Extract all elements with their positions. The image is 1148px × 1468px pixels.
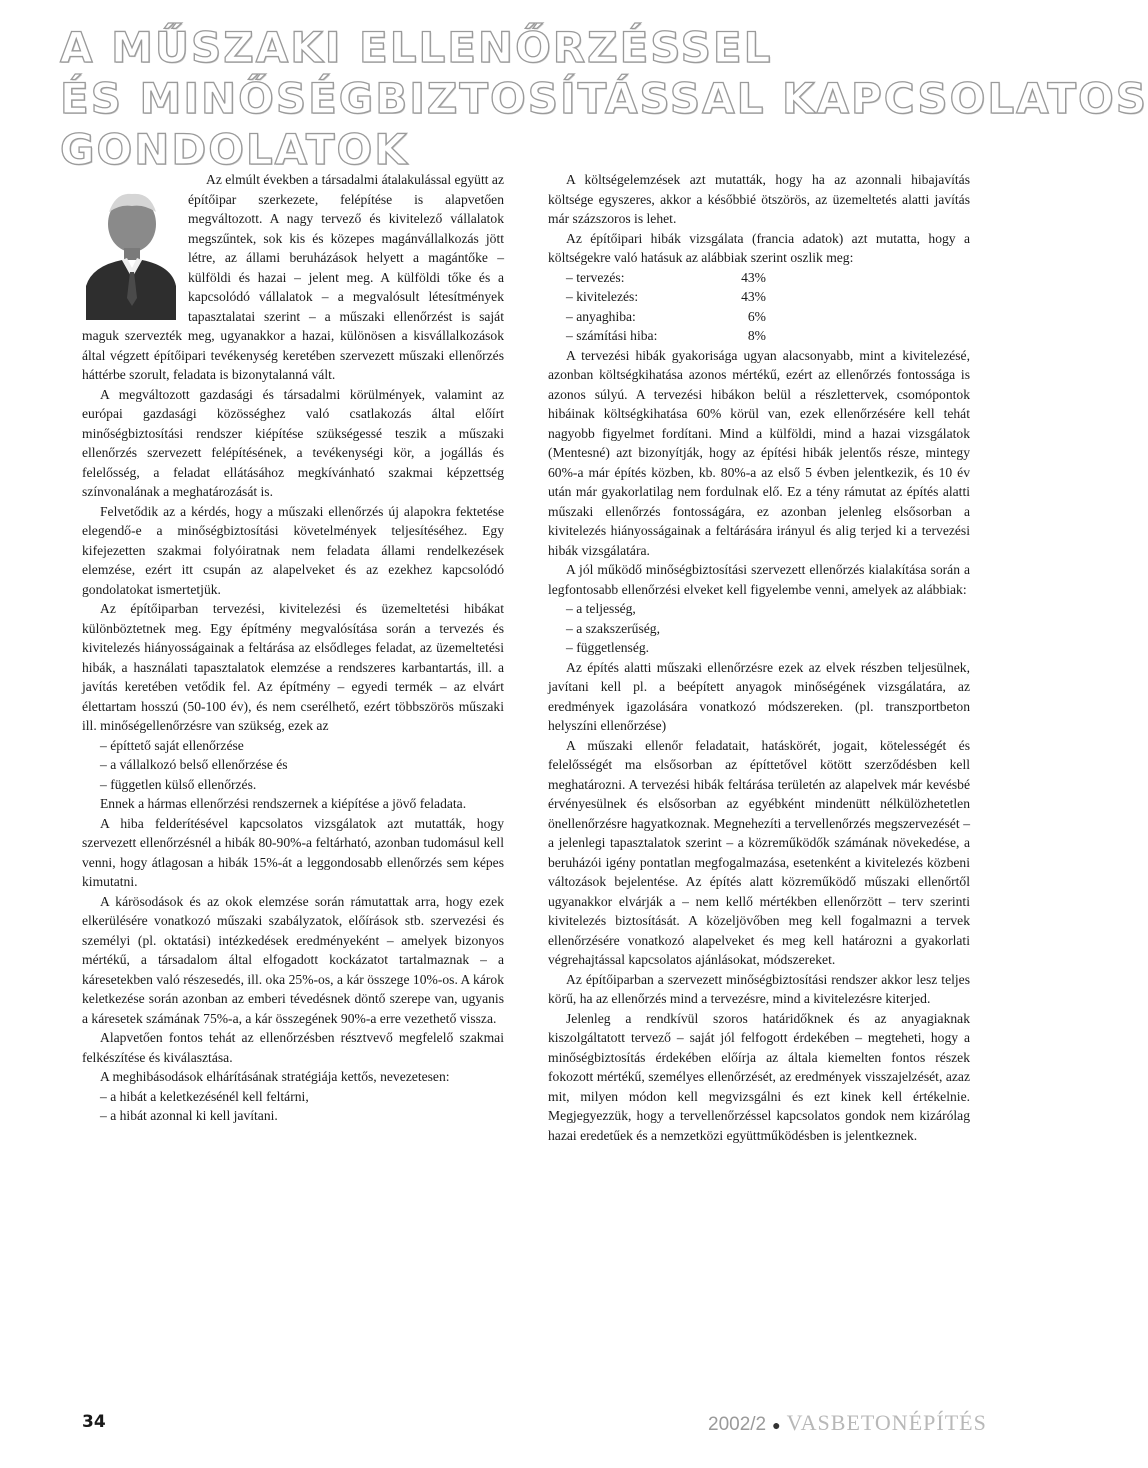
- percentage-row: [548, 307, 970, 327]
- article-title: [60, 22, 1148, 175]
- left-paragraph: Ennek a hármas ellenőrzési rendszernek a kiépítése a jövő feladata.: [100, 796, 467, 811]
- title-line-2: ÉS MINŐSÉGBIZTOSÍTÁSSAL KAPCSOLATOS: [60, 74, 1148, 123]
- left-paragraph: A kárösodások és az okok elemzése során rámutattak arra, hogy ezek elkerülésére vonatkozó műszaki szabályzatok, előírások stb. szervezési és személyi (pl. oktatási) intézkedések eredményeként – amelyek bizonyos mértékű, a társadalom által elfogadott kockázatot tartalmaznak – a káresetekben való részesedés, ill. oka 25%-os, a kár összege 10%-os. A károk keletkezése során azonban az emberi tévedésnek döntő szerepe van, ugyanis a káresetek számának 75%-a, a kár összegének 90%-a erre vezethető vissza.: [82, 893, 504, 1026]
- right-paragraph: A műszaki ellenőr feladatait, hatáskörét, jogait, kötelességét és felelősségét ma elsősorban az építtetővel kötött szerződésben kell meghatározni. A tervezési hibák feltárása területén az alapelvek már kevésbé érvényesülnek és elsősorban az egyébként mindenütt nélkülözhetetlen önellenőrzésre hagyatkoznak. Megnehezíti a tervellenőrzés megszervezését – a jelenlegi tapasztalatok szerint – a közreműködők számának növekedése, a beruházói igény pontatlan megfogalmazása, esetenként a kivitelezés közbeni változások bejelentése. Az építés alatt közreműködő műszaki ellenőrtől ugyanakkor elvárják a – nem kellő mértékben ellenőrzött – terv szerinti kivitelezés biztosítását. A közeljövőben meg kell fogalmazni a tervek ellenőrzésére vonatkozó alapelveket és meg kell határozni a gyakorlati végrehajtással kapcsolatos ajánlásokat, módszereket.: [548, 737, 970, 967]
- left-column: [82, 170, 504, 1126]
- list-item: – a vállalkozó belső ellenőrzése és: [100, 757, 288, 772]
- right-column: [548, 170, 970, 1145]
- left-paragraph: A meghibásodások elhárításának stratégiája kettős, nevezetesen:: [100, 1069, 450, 1084]
- percentage-value: 8%: [747, 328, 766, 343]
- issue-number: 2002/2: [708, 1414, 767, 1435]
- list-item: – függetlenség.: [566, 640, 650, 655]
- author-portrait: [82, 182, 178, 320]
- list-item: – a szakszerűség,: [566, 620, 660, 636]
- left-paragraph: A megváltozott gazdasági és társadalmi körülmények, valamint az európai gazdasági közösséghez való csatlakozás által előírt minőségbiztosítási rendszer kiépítése szükségessé teszik a műszaki ellenőrzés szervezett felépítésének, a tevékenységi kör, a jogállás és felelősség, a feladat ellátásához megkívánható szakmai képzettség színvonalának a meghatározását is.: [82, 386, 504, 499]
- title-line-3: GONDOLATOK: [60, 125, 409, 174]
- left-paragraph: Az elmúlt években a társadalmi átalakulással együtt az építőipar szerkezete, felépítése is alapvetően megváltozott. A nagy tervező és kivitelező vállalatok megszűntek, sok kis és közepes magánvállalkozás jött létre, az állami beruházások helyett a magántőke – külföldi és hazai – jelent meg. A külföldi tőke és a kapcsolódó vállalatok – a megvalósult létesítmények tapasztalatai szerint – a műszaki ellenőrzést is saját maguk szervezték meg, ugyanakkor a hazai, különösen a kisvállalkozások által végzett építőipari tevékenység keretében szervezett műszaki ellenőrzés háttérbe szorult, feladata is bizonytalanná vált.: [82, 172, 504, 382]
- percentage-row: [548, 326, 970, 346]
- percentage-label: – anyaghiba:: [566, 308, 636, 324]
- right-paragraph: Az építőiparban a szervezett minőségbiztosítási rendszer akkor lesz teljes körű, ha az ellenőrzés mind a tervezésre, mind a kivitelezésre kiterjed.: [548, 971, 970, 1006]
- title-line-1: A MŰSZAKI ELLENŐRZÉSSEL: [60, 23, 773, 72]
- list-item: – a hibát azonnal ki kell javítani.: [100, 1108, 278, 1123]
- list-item: – független külső ellenőrzés.: [100, 776, 257, 792]
- percentage-row: [548, 287, 970, 307]
- right-paragraph: Jelenleg a rendkívül szoros határidőknek és az anyagiaknak kiszolgáltatott tervező – saját jól felfogott érdekében – megteheti, hogy a minőségbiztosítás érdekében előírja az általa kiemelten fontos részek fokozott mértékű, személyes ellenőrzését, az eredmények visszajelzését, azaz mit, milyen módon kell megvizsgálni és ezt kinek kell értékelnie. Megjegyezzük, hogy a tervellenőrzéssel kapcsolatos gondok nem kizárólag hazai eredetűek és a nemzetközi együttműködésben is jelentkeznek.: [548, 1010, 970, 1143]
- right-paragraph: A jól működő minőségbiztosítási szervezett ellenőrzés kialakítása során a legfontosabb ellenőrzési elveket kell figyelembe venni, amelyek az alábbiak:: [548, 562, 970, 597]
- left-paragraph: Alapvetően fontos tehát az ellenőrzésben résztvevő megfelelő szakmai felkészítése és kiválasztása.: [82, 1030, 504, 1065]
- right-paragraph: A költségelemzések azt mutatták, hogy ha az azonnali hibajavítás költsége egyszeres, akkor a későbbié ötszörös, az üzemeltetés alatti javítás már százszoros is lehet.: [548, 172, 970, 226]
- percentage-value: 6%: [747, 308, 766, 324]
- page-number: 34: [82, 1412, 106, 1432]
- bullet-separator: ●: [772, 1416, 781, 1433]
- list-item: – a hibát a keletkezésénél kell feltárni,: [100, 1088, 309, 1104]
- right-paragraph: Az építőipari hibák vizsgálata (francia adatok) azt mutatta, hogy a költségekre való hatásuk az alábbiak szerint oszlik meg:: [548, 230, 970, 265]
- left-paragraph: Felvetődik az a kérdés, hogy a műszaki ellenőrzés új alapokra fektetése elegendő-e a minőségbiztosítási követelmények teljesítéséhez. Egy kifejezetten szakmai folyóiratnak nem feladata állami rendelkezések elemzése, ezért itt csupán az alapelveket és az ezekhez kapcsolódó gondolatokat ismertetjük.: [82, 503, 504, 597]
- list-item: – építtető saját ellenőrzése: [100, 737, 244, 753]
- article-body: [82, 170, 978, 1380]
- percentage-row: [548, 268, 970, 288]
- percentage-label: – tervezés:: [566, 269, 625, 285]
- journal-footer: [708, 1410, 987, 1436]
- percentage-label: – kivitelezés:: [566, 289, 639, 304]
- percentage-label: – számítási hiba:: [566, 328, 658, 343]
- percentage-value: 43%: [741, 289, 766, 304]
- percentage-value: 43%: [741, 269, 766, 285]
- list-item: – a teljesség,: [566, 601, 636, 616]
- right-paragraph: A tervezési hibák gyakorisága ugyan alacsonyabb, mint a kivitelezésé, azonban költségkihatása azonos mértékű, ezért az ellenőrzés fontossága is azonos súlyú. A tervezési hibákon belül a részlettervek, csomópontok hibáinak költségkihatása 60% körül van, ezek ellenőrzésére kell tehát nagyobb figyelmet fordítani. Mind a külföldi, mind a hazai vizsgálatok (Mentesné) azt bizonyítják, hogy az építési hibák jelentős része, mintegy 60%-a már építés közben, kb. 80%-a az első 5 évben jelentkezik, és 10 év után már gyakorlatilag nem fordulnak elő. Ez a tény rámutat az építés alatti műszaki ellenőrzés fontosságára, ez azonban jelenleg elsősorban a kivitelezés hiányosságainak a feltárására irányul és alig terjed ki a tervezési hibák vizsgálatára.: [548, 347, 970, 558]
- right-paragraph: Az építés alatti műszaki ellenőrzésre ezek az elvek részben teljesülnek, javítani kell pl. a beépített anyagok minőségének vizsgálatára, az eredmények igazolására vonatkozó módszereken. (pl. transzportbeton helyszíni ellenőrzése): [548, 659, 970, 733]
- left-paragraph: A hiba felderítésével kapcsolatos vizsgálatok azt mutatták, hogy szervezett ellenőrzésnél a hibák 80-90%-a feltárható, azonban tudomásul kell venni, hogy átlagosan a hibák 15%-át a leggondosabb ellenőrzés sem képes kimutatni.: [82, 815, 504, 889]
- journal-name: VASBETONÉPÍTÉS: [786, 1410, 987, 1435]
- left-paragraph: Az építőiparban tervezési, kivitelezési és üzemeltetési hibákat különböztetnek meg. Egy építmény megvalósítása során a tervezés és kivitelezés hiányosságainak a feltárása az elsődleges feladat, az üzemeltetési hibák, a használati tapasztalatok elemzése a rendszeres karbantartás, ill. a javítás keretében vetődik fel. Az építmény – egyedi termék – az elvárt élettartam hosszú (50-100 év), és nem cserélhető, ezért többszörös műszaki ill. minőségellenőrzésre van szükség, ezek az: [82, 601, 504, 733]
